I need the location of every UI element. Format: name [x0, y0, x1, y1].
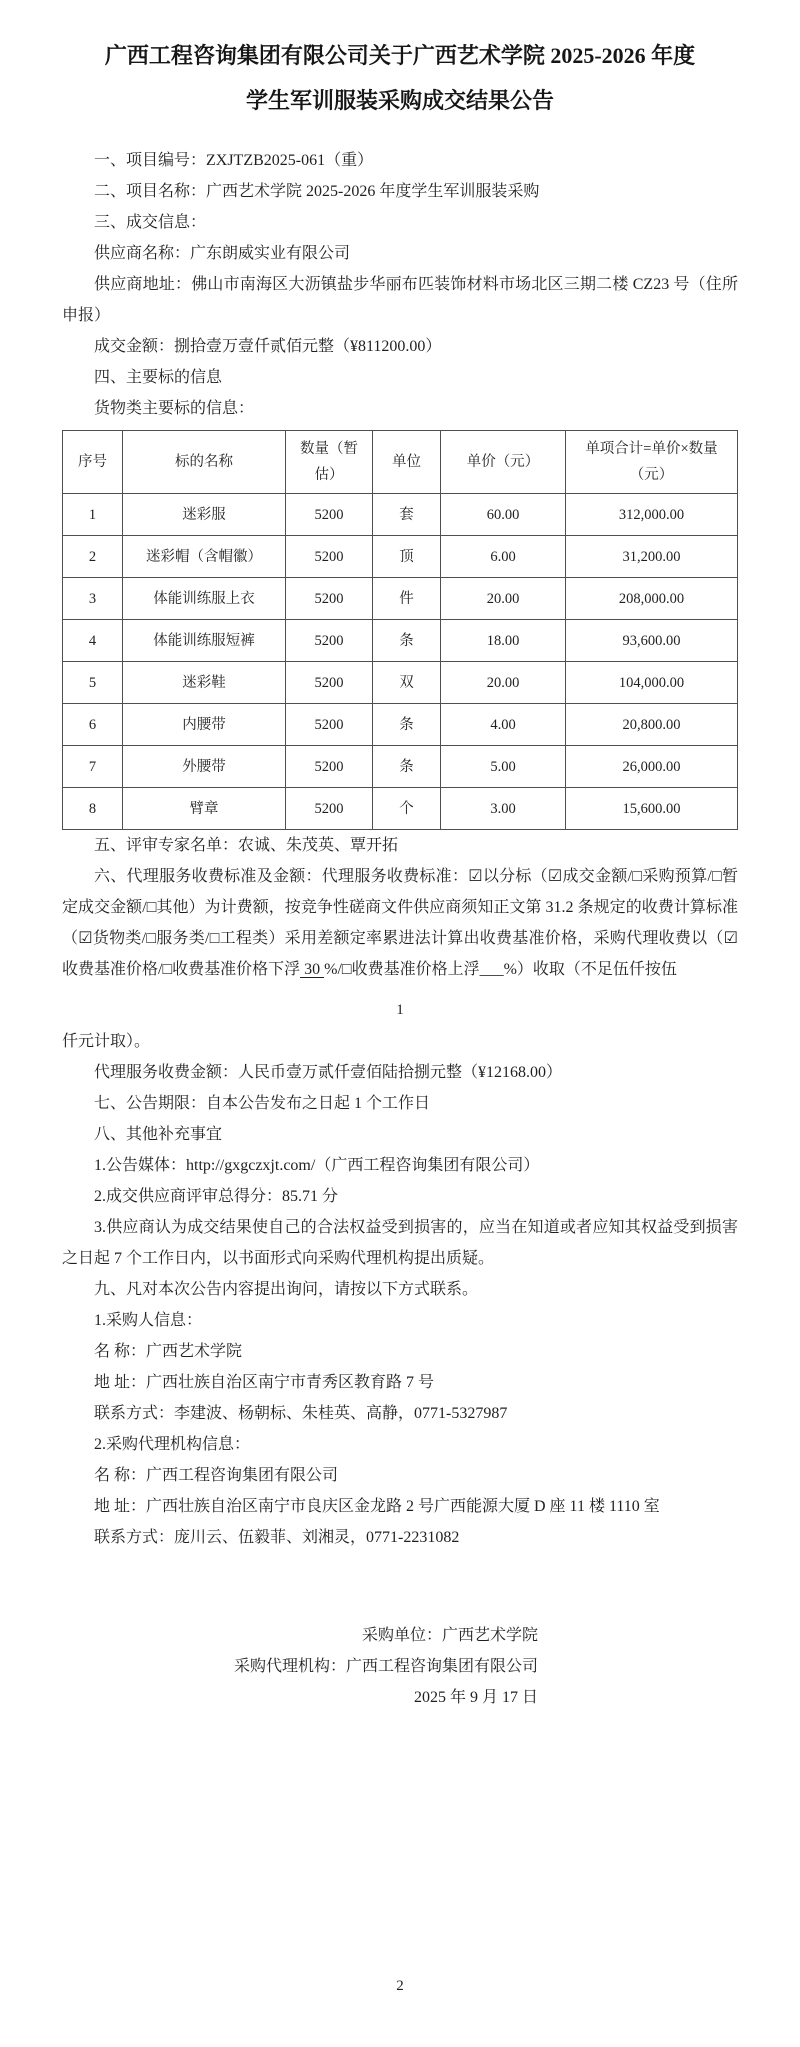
supplier-name-line: 供应商名称：广东朗威实业有限公司: [94, 245, 351, 262]
table-cell: 208,000.00: [566, 578, 738, 620]
header-index: 序号: [63, 431, 123, 494]
table-cell: 条: [373, 704, 441, 746]
agency-fee-text-part1: 六、代理服务收费标准及金额：代理服务收费标准：☑以分标（☑成交金额/□采购预算/□暂定成交金额/□其他）为计费额，按竞争性磋商文件供应商须知正文第 31.2 条规定的收费计算标准（☑货物类/□服务类/□工程类）采用差额定率累进法计算出收费基准价格，采购代理收费以（☑收费基准价格/□收费基准价格下浮: [62, 868, 738, 978]
media-line: 1.公告媒体：http://gxgczxjt.com/（广西工程咨询集团有限公司）: [94, 1157, 540, 1174]
goods-table-body: [63, 494, 738, 830]
agency-fee-standard-paragraph: [62, 861, 738, 985]
main-subject-heading: 四、主要标的信息: [94, 369, 223, 386]
table-cell: 迷彩帽（含帽徽）: [123, 536, 286, 578]
table-cell: 件: [373, 578, 441, 620]
table-cell: 迷彩鞋: [123, 662, 286, 704]
table-cell: 20.00: [441, 662, 566, 704]
table-cell: 5: [63, 662, 123, 704]
table-row: [63, 788, 738, 830]
other-matters-heading: 八、其他补充事宜: [94, 1126, 223, 1143]
table-cell: 体能训练服上衣: [123, 578, 286, 620]
goods-table-header: [63, 431, 738, 494]
contact-intro-heading: 九、凡对本次公告内容提出询问，请按以下方式联系。: [94, 1281, 479, 1298]
table-cell: 体能训练服短裤: [123, 620, 286, 662]
table-cell: 个: [373, 788, 441, 830]
project-name-line: 二、项目名称：广西艺术学院 2025-2026 年度学生军训服装采购: [94, 183, 540, 200]
table-cell: 5200: [286, 788, 373, 830]
experts-line: 五、评审专家名单：农诚、朱茂英、覃开拓: [94, 837, 399, 854]
table-row: [63, 620, 738, 662]
agency-fee-text-part2: %/□收费基准价格上浮___%）收取（不足伍仟按伍: [324, 961, 677, 978]
table-cell: 5200: [286, 494, 373, 536]
page-number-1: 1: [396, 1002, 404, 1018]
table-cell: 312,000.00: [566, 494, 738, 536]
agency-fee-continuation-line: 仟元计取）。: [62, 1033, 151, 1050]
header-quantity: 数量（暂估）: [286, 431, 373, 494]
table-cell: 20.00: [441, 578, 566, 620]
table-row: [63, 578, 738, 620]
table-cell: 18.00: [441, 620, 566, 662]
table-cell: 3: [63, 578, 123, 620]
goods-table: [62, 430, 738, 830]
table-cell: 5200: [286, 536, 373, 578]
page-title-line1: 广西工程咨询集团有限公司关于广西艺术学院 2025-2026 年度: [104, 43, 696, 68]
purchaser-contact-line: 联系方式：李建波、杨朝标、朱桂英、高静，0771-5327987: [94, 1405, 508, 1422]
table-cell: 内腰带: [123, 704, 286, 746]
table-cell: 2: [63, 536, 123, 578]
agency-address-line: 地 址：广西壮族自治区南宁市良庆区金龙路 2 号广西能源大厦 D 座 11 楼 1110 室: [94, 1498, 660, 1515]
table-cell: 26,000.00: [566, 746, 738, 788]
table-row: [63, 662, 738, 704]
table-cell: 4.00: [441, 704, 566, 746]
table-cell: 6.00: [441, 536, 566, 578]
purchaser-name-line: 名 称：广西艺术学院: [94, 1343, 243, 1360]
table-cell: 104,000.00: [566, 662, 738, 704]
agency-fee-amount-line: 代理服务收费金额：人民币壹万贰仟壹佰陆拾捌元整（¥12168.00）: [94, 1064, 563, 1081]
table-cell: 5.00: [441, 746, 566, 788]
table-cell: 顶: [373, 536, 441, 578]
table-row: [63, 536, 738, 578]
table-cell: 5200: [286, 746, 373, 788]
table-cell: 条: [373, 746, 441, 788]
agency-section-heading: 2.采购代理机构信息：: [94, 1436, 251, 1453]
page-number-2: 2: [396, 1978, 404, 1994]
table-cell: 双: [373, 662, 441, 704]
deal-info-heading: 三、成交信息：: [94, 214, 207, 231]
deal-amount-line: 成交金额：捌拾壹万壹仟贰佰元整（¥811200.00）: [94, 338, 442, 355]
table-cell: 条: [373, 620, 441, 662]
fee-float-down-value: 30: [300, 961, 325, 978]
table-cell: 31,200.00: [566, 536, 738, 578]
table-cell: 外腰带: [123, 746, 286, 788]
purchaser-address-line: 地 址：广西壮族自治区南宁市青秀区教育路 7 号: [94, 1374, 435, 1391]
header-item-name: 标的名称: [123, 431, 286, 494]
signature-purchaser: 采购单位：广西艺术学院: [361, 1627, 538, 1644]
header-unit-price: 单价（元）: [441, 431, 566, 494]
goods-intro-line: 货物类主要标的信息：: [94, 400, 255, 417]
table-cell: 5200: [286, 704, 373, 746]
table-cell: 93,600.00: [566, 620, 738, 662]
goods-table-header-row: [63, 431, 738, 494]
table-cell: 15,600.00: [566, 788, 738, 830]
page-title-line2: 学生军训服装采购成交结果公告: [245, 88, 554, 113]
table-cell: 4: [63, 620, 123, 662]
header-unit: 单位: [373, 431, 441, 494]
agency-contact-line: 联系方式：庞川云、伍毅菲、刘湘灵，0771-2231082: [94, 1529, 460, 1546]
objection-paragraph: 3.供应商认为成交结果使自己的合法权益受到损害的，应当在知道或者应知其权益受到损害之日起 7 个工作日内，以书面形式向采购代理机构提出质疑。: [62, 1219, 738, 1267]
table-cell: 6: [63, 704, 123, 746]
signature-date: 2025 年 9 月 17 日: [413, 1689, 538, 1706]
score-line: 2.成交供应商评审总得分：85.71 分: [94, 1188, 339, 1205]
table-cell: 8: [63, 788, 123, 830]
signature-block: [62, 1620, 738, 1713]
purchaser-section-heading: 1.采购人信息：: [94, 1312, 203, 1329]
table-cell: 5200: [286, 620, 373, 662]
table-cell: 1: [63, 494, 123, 536]
agency-name-line: 名 称：广西工程咨询集团有限公司: [94, 1467, 339, 1484]
table-cell: 3.00: [441, 788, 566, 830]
project-number-line: 一、项目编号：ZXJTZB2025-061（重）: [94, 152, 374, 169]
table-cell: 迷彩服: [123, 494, 286, 536]
page-title: [62, 33, 738, 123]
table-cell: 60.00: [441, 494, 566, 536]
table-cell: 臂章: [123, 788, 286, 830]
table-cell: 7: [63, 746, 123, 788]
supplier-address-line: 供应商地址：佛山市南海区大沥镇盐步华丽布匹装饰材料市场北区三期二楼 CZ23 号（住所申报）: [62, 276, 738, 324]
table-row: [63, 494, 738, 536]
header-subtotal: 单项合计=单价×数量（元）: [566, 431, 738, 494]
table-cell: 5200: [286, 662, 373, 704]
table-row: [63, 704, 738, 746]
table-cell: 5200: [286, 578, 373, 620]
table-cell: 套: [373, 494, 441, 536]
table-row: [63, 746, 738, 788]
notice-period-line: 七、公告期限：自本公告发布之日起 1 个工作日: [94, 1095, 431, 1112]
table-cell: 20,800.00: [566, 704, 738, 746]
signature-agency: 采购代理机构：广西工程咨询集团有限公司: [233, 1658, 538, 1675]
